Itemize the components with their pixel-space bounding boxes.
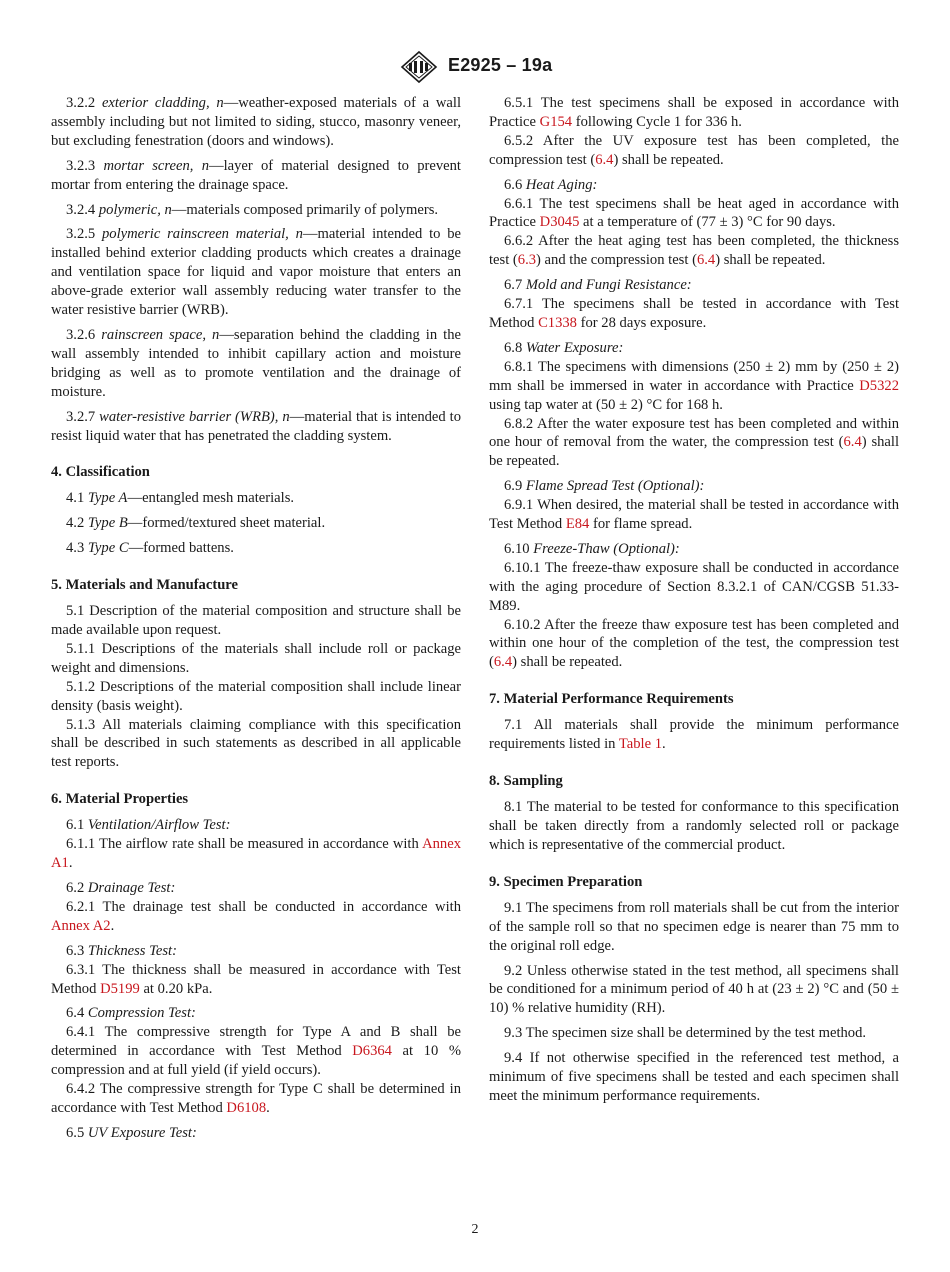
definition-3-2-7: 3.2.7 water-resistive barrier (WRB), n—material that is intended to resist liquid water that has penetrated the cladding system. [51, 408, 461, 444]
clause-6-4-1: 6.4.1 The compressive strength for Type A and B shall be determined in accordance with Test Method D6364 at 10 % compression and at full yield (if yield occurs). [51, 1024, 461, 1079]
clause-6-2: 6.2 Drainage Test: [66, 880, 176, 896]
annex-a2-link[interactable]: Annex A2 [51, 917, 111, 934]
right-column [489, 94, 899, 1106]
clause-6-6: 6.6 Heat Aging: [504, 176, 598, 193]
d5322-link[interactable]: D5322 [859, 377, 899, 394]
clause-7-1: 7.1 All materials shall provide the minimum performance requirements listed in Table 1. [489, 717, 899, 753]
section-heading-materials: 5. Materials and Manufacture [51, 577, 238, 594]
clause-6-7-1: 6.7.1 The specimens shall be tested in accordance with Test Method C1338 for 28 days exposure. [489, 296, 899, 331]
clause-6-10: 6.10 Freeze-Thaw (Optional): [504, 540, 680, 557]
page-number: 2 [471, 1222, 479, 1237]
e84-link[interactable]: E84 [565, 516, 590, 533]
clause-6-5: 6.5 UV Exposure Test: [66, 1124, 197, 1141]
clause-9-4: 9.4 If not otherwise specified in the referenced test method, a minimum of five specimens shall be tested and each specimen shall meet the minimum performance requirements. [489, 1050, 899, 1104]
page-header [0, 50, 950, 84]
section-heading-performance: 7. Material Performance Requirements [489, 691, 734, 708]
clause-9-1: 9.1 The specimens from roll materials shall be cut from the interior of the sample roll so that no specimen edge is nearer than 75 mm to the original roll edge. [489, 899, 899, 954]
astm-logo-icon [399, 50, 439, 84]
c1338-link[interactable]: C1338 [538, 314, 577, 331]
section-heading-specimen-preparation: 9. Specimen Preparation [489, 873, 643, 890]
table-1-link[interactable]: Table 1 [618, 736, 662, 753]
clause-6-4-2: 6.4.2 The compressive strength for Type C shall be determined in accordance with Test Method D6108. [51, 1081, 461, 1116]
definition-3-2-6: 3.2.6 rainscreen space, n—separation behind the cladding in the wall assembly intended to inhibit capillary action and moisture bridging as well as to promote ventilation and the drainage of moisture. [51, 326, 462, 400]
d6364-link[interactable]: D6364 [352, 1043, 392, 1060]
clause-6-7: 6.7 Mold and Fungi Resistance: [504, 277, 692, 294]
d5199-link[interactable]: D5199 [100, 980, 140, 997]
clause-6-10-1: 6.10.1 The freeze-thaw exposure shall be conducted in accordance with the aging procedure of Section 8.3.2.1 of CAN/CGSB 51.33-M89. [489, 559, 899, 614]
clause-6-5-1: 6.5.1 The test specimens shall be exposed in accordance with Practice G154 following Cycle 1 for 336 h. [489, 95, 899, 130]
clause-5-1-2: 5.1.2 Descriptions of the material composition shall include linear density (basis weight). [51, 678, 461, 714]
clause-8-1: 8.1 The material to be tested for conformance to this specification shall be taken directly from a randomly selected roll or package which is representative of the commercial product. [489, 799, 899, 853]
clause-6-4: 6.4 Compression Test: [66, 1005, 196, 1022]
section-heading-properties: 6. Material Properties [51, 791, 189, 808]
clause-9-2: 9.2 Unless otherwise stated in the test method, all specimens shall be conditioned for a minimum period of 40 h at (23 ± 2) °C and (50 ± 10) % relative humidity (RH). [489, 962, 899, 1017]
clause-6-2-1: 6.2.1 The drainage test shall be conducted in accordance with Annex A2. [51, 898, 461, 934]
clause-6-9-1: 6.9.1 When desired, the material shall be tested in accordance with Test Method E84 for flame spread. [489, 497, 899, 533]
clause-6-1-1: 6.1.1 The airflow rate shall be measured in accordance with Annex A1. [51, 836, 461, 872]
clause-5-1-3: 5.1.3 All materials claiming compliance with this specification shall be described in such statements as described in all applicable test reports. [51, 716, 461, 771]
section-6-3-link[interactable]: 6.3 [517, 252, 537, 269]
clause-6-3-1: 6.3.1 The thickness shall be measured in accordance with Test Method D5199 at 0.20 kPa. [51, 961, 461, 997]
section-6-4-link[interactable]: 6.4 [696, 252, 716, 269]
d6108-link[interactable]: D6108 [226, 1099, 267, 1116]
definition-3-2-2: 3.2.2 exterior cladding, n—weather-exposed materials of a wall assembly including but not limited to siding, stucco, masonry veneer, but excluding fenestration (doors and windows). [51, 95, 462, 149]
clause-6-6-2: 6.6.2 After the heat aging test has been completed, the thickness test (6.3) and the compression test (6.4) shall be repeated. [489, 233, 899, 269]
clause-6-8-1: 6.8.1 The specimens with dimensions (250 ± 2) mm by (250 ± 2) mm shall be immersed in water in accordance with Practice D5322 using tap water at (50 ± 2) °C for 168 h. [489, 358, 899, 413]
clause-5-1: 5.1 Description of the material composition and structure shall be made available upon request. [51, 603, 461, 639]
clause-6-5-2: 6.5.2 After the UV exposure test has been completed, the compression test (6.4) shall be repeated. [489, 132, 899, 168]
clause-6-10-2: 6.10.2 After the freeze thaw exposure test has been completed and within one hour of the completion of the test, the compression test (6.4) shall be repeated. [489, 616, 899, 671]
clause-5-1-1: 5.1.1 Descriptions of the materials shall include roll or package weight and dimensions. [51, 640, 461, 676]
definition-3-2-5: 3.2.5 polymeric rainscreen material, n—material intended to be installed behind exterior cladding products which creates a drainage and ventilation space for liquid and vapor moisture that enters an above-grade exterior wall assembly reducing water transfer to the water resistive barrier (WRB). [51, 226, 461, 319]
d3045-link[interactable]: D3045 [539, 214, 580, 231]
clause-4-2: 4.2 Type B—formed/textured sheet material. [66, 515, 326, 532]
clause-6-1: 6.1 Ventilation/Airflow Test: [66, 817, 231, 834]
clause-6-8-2: 6.8.2 After the water exposure test has been completed and within one hour of removal from the water, the compression test (6.4) shall be repeated. [489, 415, 900, 470]
section-6-4-link[interactable]: 6.4 [843, 434, 862, 451]
annex-a1-link[interactable]: Annex A1 [51, 836, 461, 872]
definition-3-2-4: 3.2.4 polymeric, n—materials composed primarily of polymers. [66, 201, 439, 218]
g154-link[interactable]: G154 [539, 113, 573, 130]
clause-6-3: 6.3 Thickness Test: [66, 942, 177, 959]
clause-6-9: 6.9 Flame Spread Test (Optional): [504, 478, 705, 495]
section-6-4-link[interactable]: 6.4 [493, 654, 513, 671]
definition-3-2-3: 3.2.3 mortar screen, n—layer of material designed to prevent mortar from entering the drainage space. [51, 157, 461, 193]
section-heading-sampling: 8. Sampling [489, 773, 563, 790]
clause-4-1: 4.1 Type A—entangled mesh materials. [66, 490, 295, 507]
standard-designation: E2925 – 19a [448, 55, 553, 75]
section-heading-classification: 4. Classification [51, 464, 150, 481]
clause-4-3: 4.3 Type C—formed battens. [66, 540, 234, 557]
left-column [51, 94, 461, 1143]
clause-9-3: 9.3 The specimen size shall be determined by the test method. [504, 1025, 867, 1042]
clause-6-6-1: 6.6.1 The test specimens shall be heat aged in accordance with Practice D3045 at a temperature of (77 ± 3) °C for 90 days. [489, 195, 899, 231]
section-6-4-link[interactable]: 6.4 [595, 151, 614, 168]
clause-6-8: 6.8 Water Exposure: [504, 339, 624, 356]
